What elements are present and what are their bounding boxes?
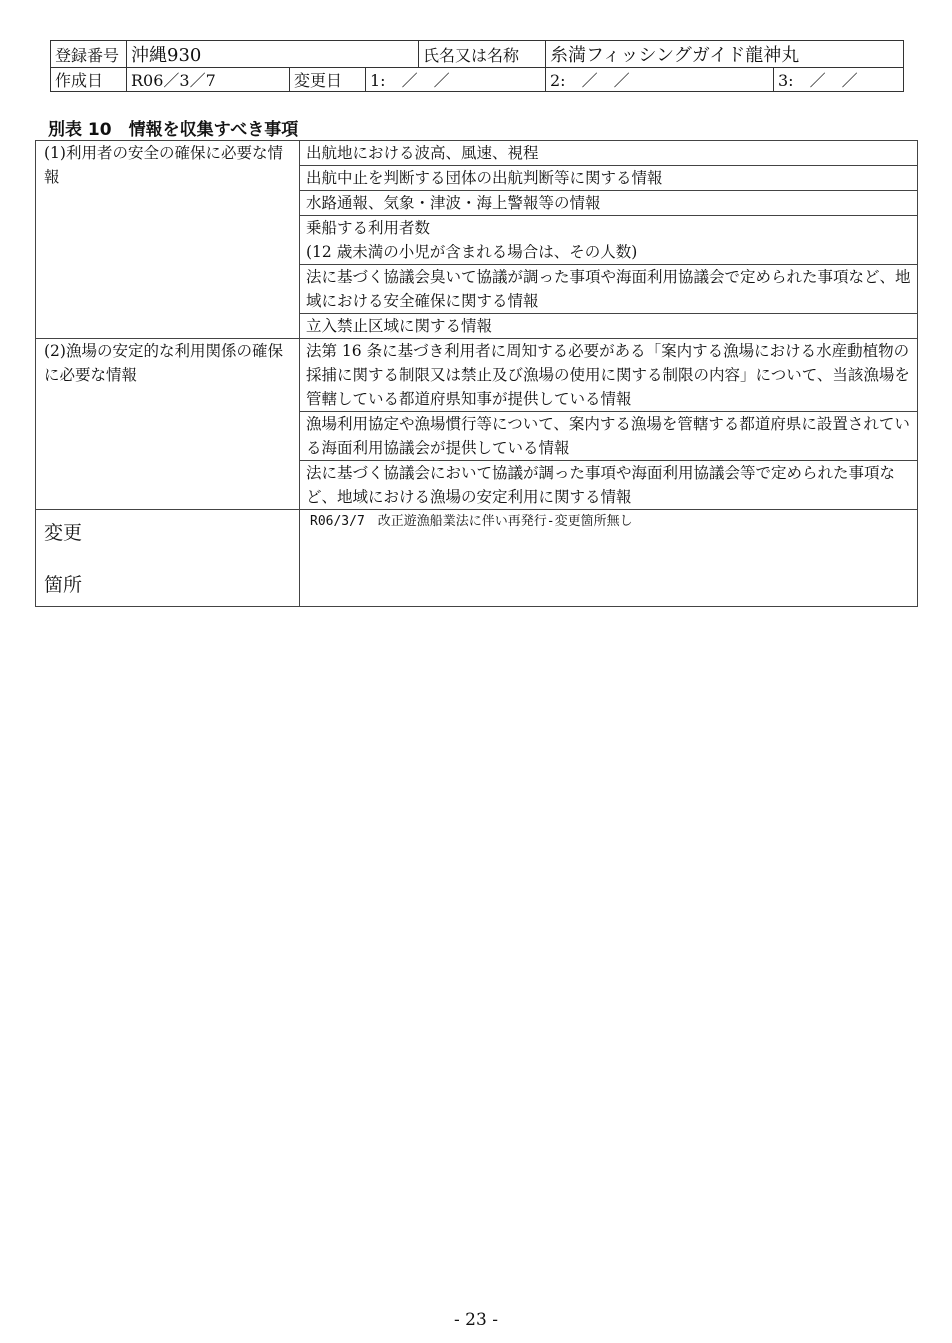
table-row bbox=[36, 339, 918, 412]
reg-no-label: 登録番号 bbox=[51, 41, 127, 68]
name-value: 糸満フィッシングガイド龍神丸 bbox=[546, 41, 904, 68]
item-2-2: 漁場利用協定や漁場慣行等について、案内する漁場を管轄する都道府県に設置されている海面利用協議会が提供している情報 bbox=[300, 412, 918, 461]
created-value: R06／3／7 bbox=[127, 68, 290, 92]
name-label: 氏名又は名称 bbox=[419, 41, 546, 68]
created-label: 作成日 bbox=[51, 68, 127, 92]
category-2-label: (2)漁場の安定的な利用関係の確保に必要な情報 bbox=[36, 339, 300, 510]
reg-no-value: 沖縄930 bbox=[127, 41, 419, 68]
item-2-3: 法に基づく協議会において協議が調った事項や海面利用協議会等で定められた事項など、地域における漁場の安定利用に関する情報 bbox=[300, 461, 918, 510]
item-1-2: 出航中止を判断する団体の出航判断等に関する情報 bbox=[300, 166, 918, 191]
change-label-line1: 変更 bbox=[44, 522, 83, 544]
changed-label: 変更日 bbox=[290, 68, 366, 92]
change-label-line2: 箇所 bbox=[44, 574, 83, 596]
change-location-label bbox=[36, 510, 300, 607]
change-date-1: 1: ／ ／ bbox=[366, 68, 546, 92]
header-table bbox=[50, 40, 904, 92]
item-2-1: 法第 16 条に基づき利用者に周知する必要がある「案内する漁場における水産動植物の採捕に関する制限又は禁止及び漁場の使用に関する制限の内容」について、当該漁場を管轄している都道府県知事が提供している情報 bbox=[300, 339, 918, 412]
category-1-label: (1)利用者の安全の確保に必要な情報 bbox=[36, 141, 300, 339]
change-note: R06/3/7 改正遊漁船業法に伴い再発行-変更箇所無し bbox=[300, 510, 918, 607]
change-date-3: 3: ／ ／ bbox=[774, 68, 904, 92]
change-date-2: 2: ／ ／ bbox=[546, 68, 774, 92]
section-title: 別表 10 情報を収集すべき事項 bbox=[48, 120, 299, 140]
page-number: - 23 - bbox=[454, 1310, 498, 1330]
item-1-1: 出航地における波高、風速、視程 bbox=[300, 141, 918, 166]
item-1-3: 水路通報、気象・津波・海上警報等の情報 bbox=[300, 191, 918, 216]
item-1-4: 乗船する利用者数 (12 歳未満の小児が含まれる場合は、その人数) bbox=[300, 216, 918, 265]
info-table bbox=[35, 140, 918, 607]
item-1-5: 法に基づく協議会臭いて協議が調った事項や海面利用協議会で定められた事項など、地域における安全確保に関する情報 bbox=[300, 265, 918, 314]
item-1-6: 立入禁止区域に関する情報 bbox=[300, 314, 918, 339]
change-row bbox=[36, 510, 918, 607]
table-row bbox=[36, 141, 918, 166]
